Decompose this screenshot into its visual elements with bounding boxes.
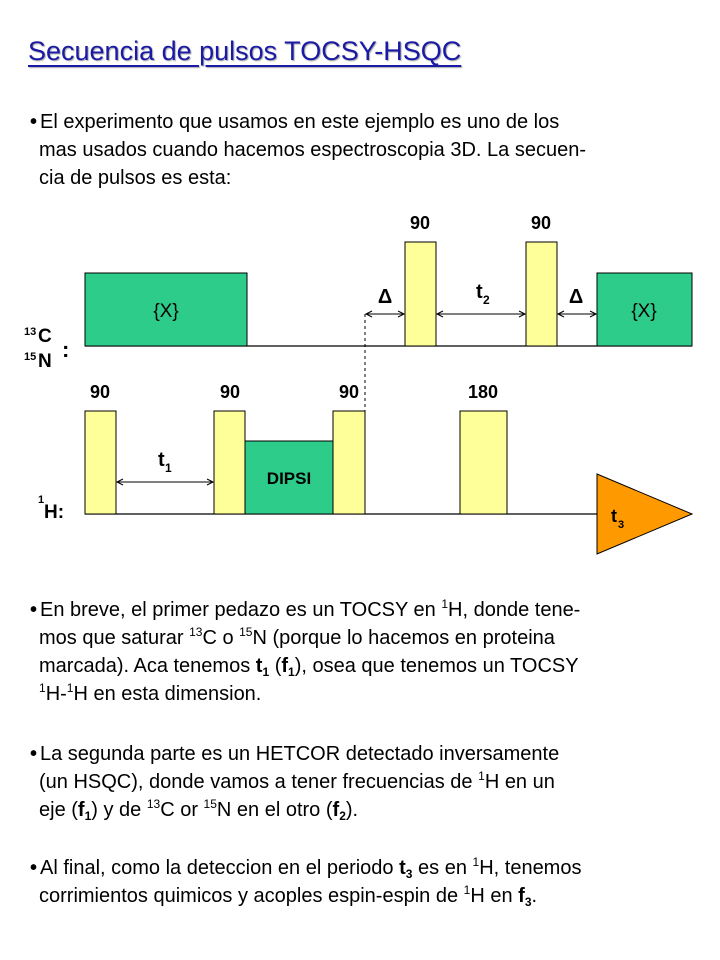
pulse-90-h-2 [214, 411, 245, 514]
pulse-label: 180 [467, 382, 499, 402]
text-line: La segunda parte es un HETCOR detectado inversamente [40, 743, 560, 765]
text-line: $^1$H-$^1$H en esta dimension. [39, 681, 262, 705]
tocsy-paragraph [30, 596, 700, 708]
t2-sub: 2 [483, 293, 490, 307]
delay-arrows [366, 311, 596, 317]
pulse-label: 90 [219, 382, 241, 402]
channel-n: N [38, 351, 52, 372]
channel-separator: : [62, 337, 70, 362]
bullet: • [30, 599, 38, 621]
dipsi-label: DIPSI [266, 469, 312, 488]
text-line: marcada). Aca tenemos $t_1$ $(f_1)$, osea que tenemos un TOCSY [39, 655, 579, 679]
t1-sub: 1 [165, 461, 172, 475]
pulse-90-c-2 [526, 242, 557, 346]
channel-h: H: [44, 502, 65, 523]
text-line: cia de pulsos es esta: [39, 167, 232, 189]
channel-label-c [24, 326, 52, 347]
pulse-label: 90 [409, 213, 431, 233]
decoupling-label-left: {X} [153, 301, 179, 322]
t1-label [158, 449, 172, 475]
pulse-label: 90 [530, 213, 552, 233]
channel-c-sup: 13 [24, 326, 37, 338]
channel-label-h [38, 494, 64, 523]
t2-main: t [476, 281, 483, 303]
pulse-sequence-diagram [0, 200, 720, 570]
pulse-label: 90 [338, 382, 360, 402]
text-line: El experimento que usamos en este ejemplo es uno de los [40, 111, 560, 133]
pulse-180-h [460, 411, 507, 514]
pulse-90-h-1 [85, 411, 116, 514]
t3-main: t [611, 506, 617, 526]
t3-sub: 3 [618, 519, 625, 531]
hsqc-paragraph [30, 740, 700, 824]
text-line: mos que saturar $^{13}$C o $^{15}$N (porque lo hacemos en proteina [39, 625, 555, 649]
bullet: • [30, 111, 38, 133]
t1-arrow [117, 479, 213, 485]
channel-n-sup: 15 [24, 351, 37, 363]
pulse-90-c-1 [405, 242, 436, 346]
bullet: • [30, 743, 38, 765]
delta-label-2: Δ [568, 286, 584, 308]
pulse-90-h-3 [333, 411, 365, 514]
pulse-label: 90 [89, 382, 111, 402]
detection-paragraph [30, 854, 700, 910]
text-line: En breve, el primer pedazo es un TOCSY en $^1$H, donde tene- [40, 597, 581, 621]
t2-label [476, 281, 490, 307]
channel-label-n [24, 351, 52, 372]
page-title: Secuencia de pulsos TOCSY-HSQC [28, 36, 462, 66]
channel-h-sup: 1 [38, 494, 45, 506]
channel-c: C [38, 326, 52, 347]
delta-label-1: Δ [377, 286, 393, 308]
intro-paragraph [30, 108, 700, 192]
text-line: eje $(f_1)$ y de $^{13}$C or $^{15}$N en el otro $(f_2)$. [39, 797, 359, 823]
text-line: Al final, como la deteccion en el periodo $t_3$ es en $^1$H, tenemos [40, 855, 582, 881]
t1-main: t [158, 449, 165, 471]
decoupling-label-right: {X} [631, 301, 657, 322]
bullet: • [30, 857, 38, 879]
text-line: mas usados cuando hacemos espectroscopia 3D. La secuen- [39, 139, 586, 161]
text-line: (un HSQC), donde vamos a tener frecuencias de $^1$H en un [39, 769, 555, 793]
text-line: corrimientos quimicos y acoples espin-espin de $^1$H en $f_3$. [39, 883, 538, 909]
